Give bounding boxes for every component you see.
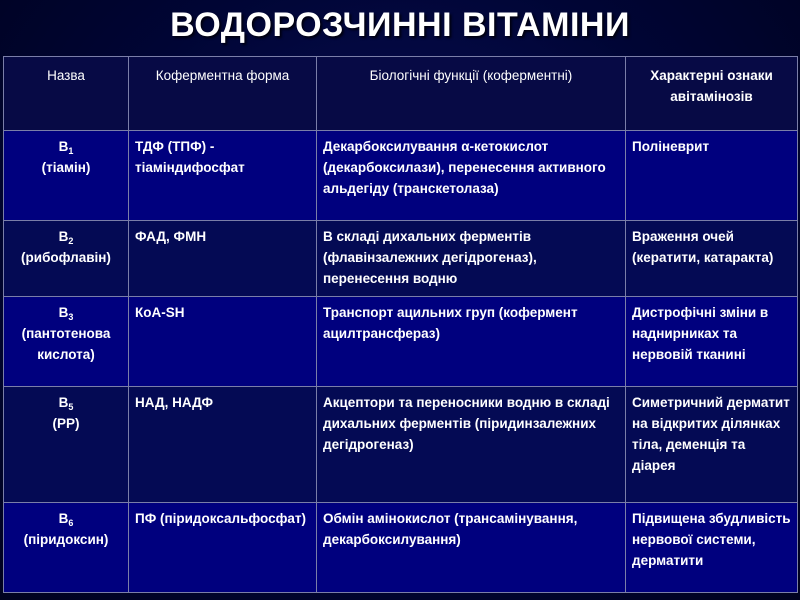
header-biological-functions: Біологічні функції (коферментні) — [317, 57, 626, 131]
coenzyme-form-cell: ФАД, ФМН — [129, 221, 317, 297]
table-row — [4, 503, 798, 593]
deficiency-signs-cell: Поліневрит — [626, 131, 798, 221]
vitamin-name: (PP) — [52, 416, 80, 431]
deficiency-signs-cell: Дистрофічні зміни в наднирниках та нервовій тканині — [626, 297, 798, 387]
table-row — [4, 131, 798, 221]
slide-title: ВОДОРОЗЧИННІ ВІТАМІНИ — [170, 6, 630, 44]
vitamin-subscript: 1 — [68, 146, 74, 156]
table-row — [4, 221, 798, 297]
function-cell: Акцептори та переносники водню в складі дихальних ферментів (піридинзалежних дегідрогеназ) — [317, 387, 626, 503]
deficiency-signs-cell: Симетричний дерматит на відкритих ділянках тіла, деменція та діарея — [626, 387, 798, 503]
table-row — [4, 387, 798, 503]
vitamin-subscript: 3 — [68, 312, 74, 322]
vitamin-name-cell — [4, 131, 129, 221]
header-deficiency-signs: Характерні ознаки авітамінозів — [626, 57, 798, 131]
vitamin-subscript: 6 — [68, 518, 74, 528]
vitamin-letter: B — [58, 229, 69, 244]
vitamin-subscript: 2 — [68, 236, 74, 246]
coenzyme-form-cell: НАД, НАДФ — [129, 387, 317, 503]
vitamin-letter: B — [58, 511, 69, 526]
table-header-row — [4, 57, 798, 131]
vitamin-letter: B — [58, 395, 69, 410]
vitamins-table — [3, 56, 798, 593]
vitamin-name-cell — [4, 221, 129, 297]
function-cell: Обмін амінокислот (трансамінування, декарбоксилування) — [317, 503, 626, 593]
function-cell: Транспорт ацильних груп (кофермент ацилтрансфераз) — [317, 297, 626, 387]
vitamin-subscript: 5 — [68, 402, 74, 412]
header-coenzyme-form: Коферментна форма — [129, 57, 317, 131]
vitamin-name: (пантотенова кислота) — [21, 326, 111, 362]
function-cell: В складі дихальних ферментів (флавінзалежних дегідрогеназ), перенесення водню — [317, 221, 626, 297]
coenzyme-form-cell: ПФ (піридоксальфосфат) — [129, 503, 317, 593]
header-name: Назва — [4, 57, 129, 131]
coenzyme-form-cell: ТДФ (ТПФ) - тіаміндифосфат — [129, 131, 317, 221]
table-row — [4, 297, 798, 387]
vitamin-letter: B — [58, 305, 69, 320]
function-cell: Декарбоксилування α-кетокислот (декарбоксилази), перенесення активного альдегіду (транскетолаза) — [317, 131, 626, 221]
deficiency-signs-cell: Підвищена збудливість нервової системи, дерматити — [626, 503, 798, 593]
vitamin-name-cell — [4, 387, 129, 503]
deficiency-signs-cell: Враження очей (кератити, катаракта) — [626, 221, 798, 297]
vitamin-letter: B — [58, 139, 69, 154]
vitamin-name-cell — [4, 503, 129, 593]
vitamin-name-cell — [4, 297, 129, 387]
vitamin-name: (рибофлавін) — [21, 250, 111, 265]
vitamin-name: (піридоксин) — [23, 532, 109, 547]
vitamin-name: (тіамін) — [41, 160, 91, 175]
coenzyme-form-cell: КоА-SH — [129, 297, 317, 387]
